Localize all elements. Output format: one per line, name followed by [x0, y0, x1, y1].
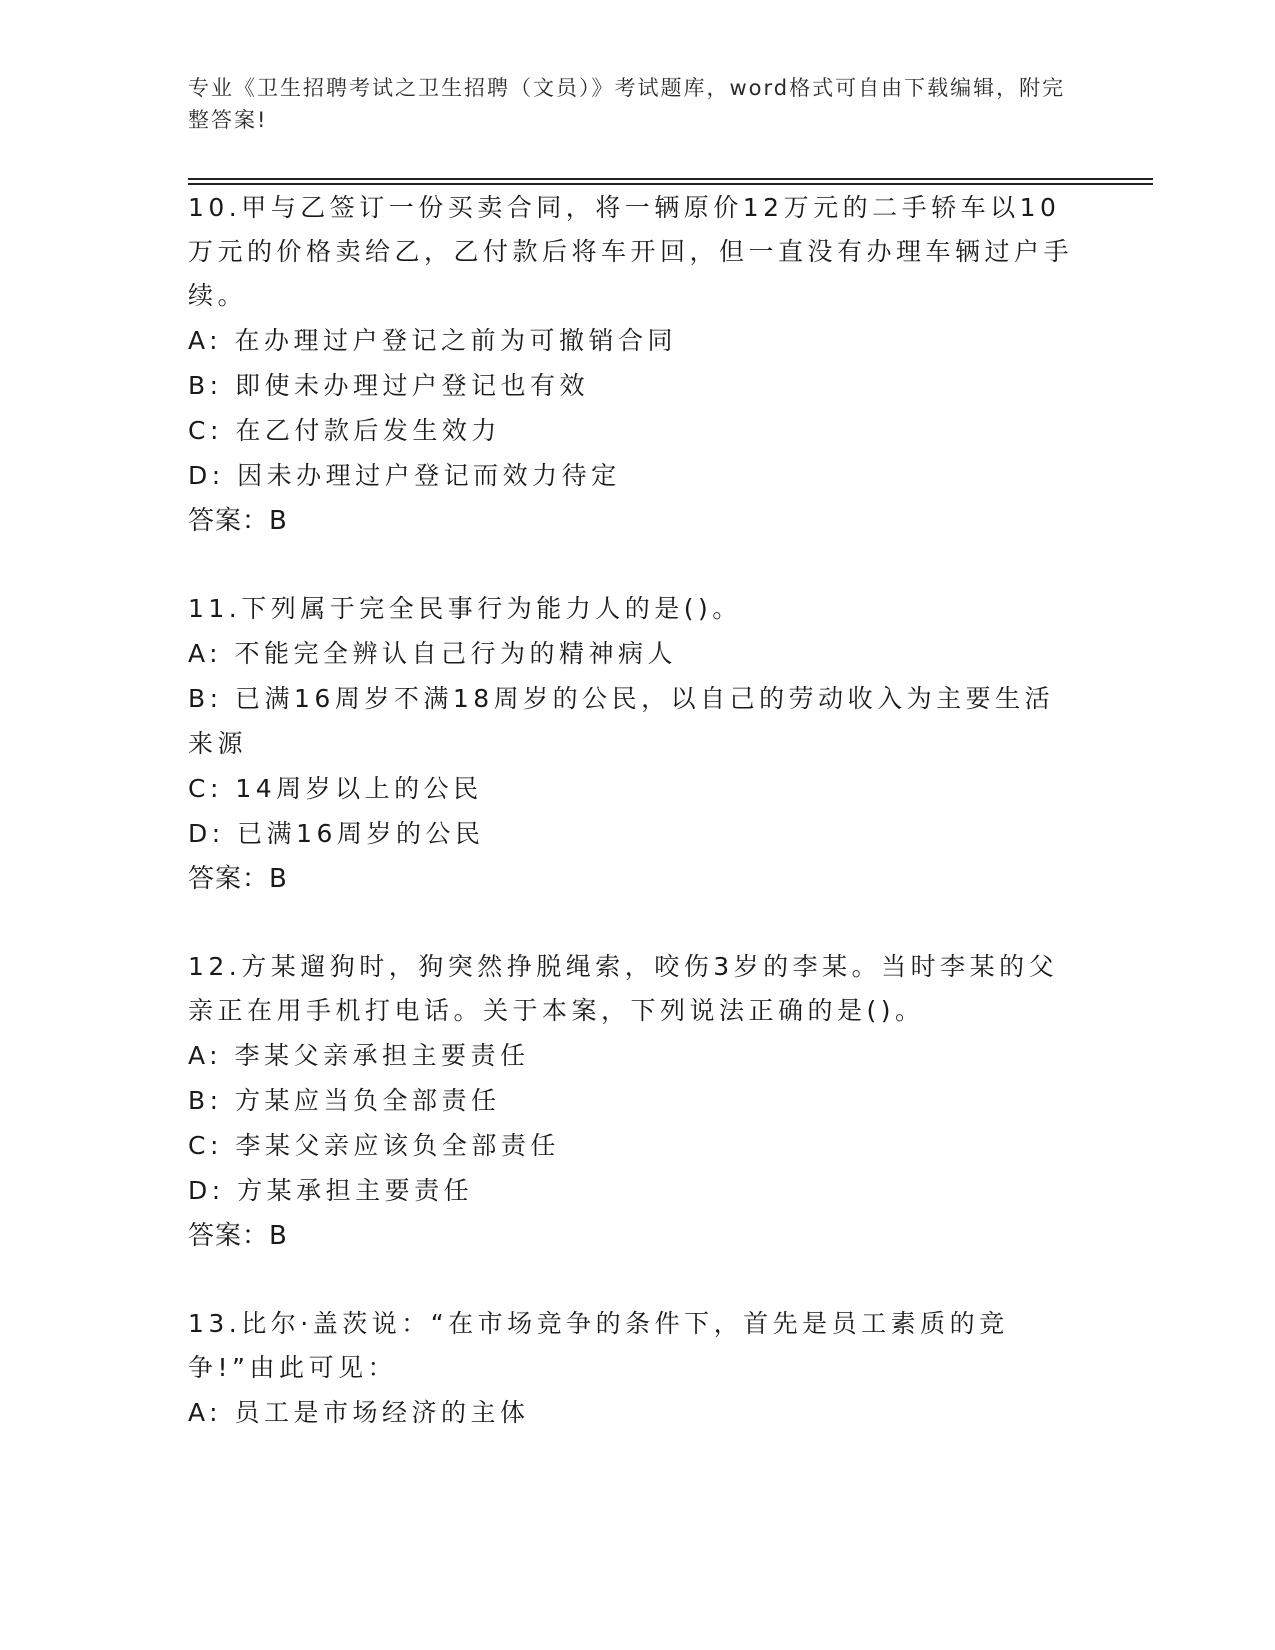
question-13	[188, 1302, 1078, 1435]
option-text: 方某承担主要责任	[237, 1176, 474, 1205]
question-text: 11.下列属于完全民事行为能力人的是()。	[188, 594, 742, 623]
answer-line: 答案：B	[188, 864, 288, 894]
option-text: 14周岁以上的公民	[235, 774, 483, 803]
option-text: 李某父亲应该负全部责任	[235, 1131, 560, 1160]
option-label: D:	[188, 819, 225, 848]
option-d	[188, 453, 1078, 498]
option-label: C:	[188, 774, 223, 803]
question-text: 13.比尔·盖茨说：“在市场竞争的条件下，首先是员工素质的竞争!”由此可见：	[188, 1309, 1009, 1382]
option-text: 方某应当负全部责任	[235, 1086, 501, 1115]
option-text: 即使未办理过户登记也有效	[235, 371, 590, 400]
question-11	[188, 587, 1078, 902]
option-text: 员工是市场经济的主体	[234, 1398, 530, 1427]
option-text: 不能完全辨认自己行为的精神病人	[234, 639, 678, 668]
option-label: A:	[188, 639, 223, 668]
option-b	[188, 1078, 1078, 1123]
answer-line: 答案：B	[188, 506, 288, 536]
option-b	[188, 363, 1078, 408]
option-text: 在乙付款后发生效力	[235, 416, 501, 445]
option-label: D:	[188, 461, 225, 490]
answer-line: 答案：B	[188, 1221, 288, 1251]
option-text: 因未办理过户登记而效力待定	[237, 461, 621, 490]
option-label: B:	[188, 371, 223, 400]
header-rule-top	[188, 178, 1153, 180]
question-10	[188, 186, 1078, 544]
option-a	[188, 1033, 1078, 1078]
option-d	[188, 1168, 1078, 1213]
option-label: B:	[188, 684, 223, 713]
question-text: 10.甲与乙签订一份买卖合同，将一辆原价12万元的二手轿车以10万元的价格卖给乙，乙付款后将车开回，但一直没有办理车辆过户手续。	[188, 193, 1074, 310]
option-c	[188, 1123, 1078, 1168]
option-text: 已满16周岁不满18周岁的公民，以自己的劳动收入为主要生活来源	[188, 684, 1055, 758]
option-label: D:	[188, 1176, 225, 1205]
header-rule-bottom	[188, 183, 1153, 185]
option-text: 在办理过户登记之前为可撤销合同	[234, 326, 678, 355]
option-text: 已满16周岁的公民	[237, 819, 485, 848]
question-list	[188, 186, 1078, 1478]
option-label: A:	[188, 1041, 223, 1070]
option-a	[188, 631, 1078, 676]
option-label: B:	[188, 1086, 223, 1115]
option-text: 李某父亲承担主要责任	[234, 1041, 530, 1070]
question-12	[188, 945, 1078, 1259]
option-c	[188, 408, 1078, 453]
option-b	[188, 676, 1078, 766]
question-text: 12.方某遛狗时，狗突然挣脱绳索，咬伤3岁的李某。当时李某的父亲正在用手机打电话。关于本案，下列说法正确的是()。	[188, 952, 1059, 1025]
option-a	[188, 318, 1078, 363]
option-label: C:	[188, 1131, 223, 1160]
option-d	[188, 811, 1078, 856]
option-label: A:	[188, 326, 223, 355]
option-label: A:	[188, 1398, 223, 1427]
option-label: C:	[188, 416, 223, 445]
option-a	[188, 1390, 1078, 1435]
option-c	[188, 766, 1078, 811]
document-header: 专业《卫生招聘考试之卫生招聘（文员）》考试题库，word格式可自由下载编辑，附完整答案!	[188, 76, 1066, 132]
